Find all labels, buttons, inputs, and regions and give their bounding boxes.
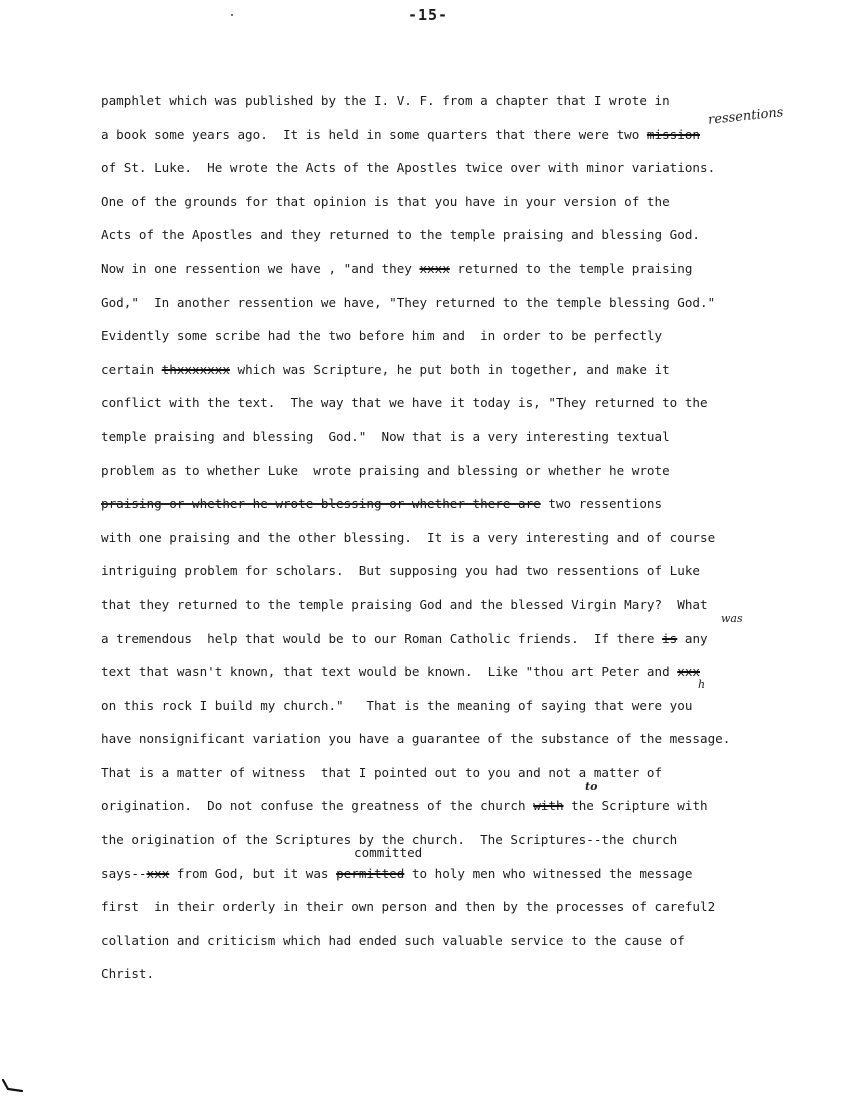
text-line-2: a book some years ago. It is held in some quarters that there were two mission ressentions [101,118,801,152]
text-line-11: temple praising and blessing God." Now that is a very interesting textual [101,428,670,444]
text-line-17: a tremendous help that would be to our Roman Catholic friends. If there is any was [101,622,801,656]
typed-insertion-committed: committed [354,844,423,860]
text-line-9: certain thxxxxxxx which was Scripture, he put both in together, and make it [101,361,670,377]
text-line-8: Evidently some scribe had the two before him and in order to be perfectly [101,328,663,344]
text-line-16: that they returned to the temple praising God and the blessed Virgin Mary? What [101,596,708,612]
body-text [101,84,801,991]
text-line-13: praising or whether he wrote blessing or whether there are two ressentions [101,496,663,512]
page-number: -15- [407,6,449,24]
text-line-22: origination. Do not confuse the greatness of the church with the Scripture with to [101,789,801,823]
text-line-23: the origination of the Scriptures by the church. The Scriptures--the church [101,832,678,848]
text-line-3: of St. Luke. He wrote the Acts of the Apostles twice over with minor variations. [101,160,716,176]
struck-word: mission [646,126,700,142]
text-line-12: problem as to whether Luke wrote praising and blessing or whether he wrote [101,462,670,478]
handwritten-was: was [721,611,743,625]
text-line-21: That is a matter of witness that I pointed out to you and not a matter of [101,764,663,780]
struck-word: thxxxxxxx [161,361,230,377]
text-line-26: collation and criticism which had ended such valuable service to the cause of [101,932,685,948]
struck-word: xxx [146,865,170,881]
text-line-10: conflict with the text. The way that we have it today is, "They returned to the [101,395,708,411]
text-line-19: on this rock I build my church." That is the meaning of saying that were you h [101,689,801,723]
text-line-14: with one praising and the other blessing. It is a very interesting and of course [101,529,716,545]
struck-word: permitted [336,865,405,881]
margin-dot [231,14,233,16]
handwritten-to: to [585,780,598,794]
handwritten-h: h [698,677,706,691]
struck-phrase: praising or whether he wrote blessing or whether there are [101,496,541,512]
corner-scan-mark [2,1078,24,1092]
text-line-15: intriguing problem for scholars. But supposing you had two ressentions of Luke [101,563,700,579]
struck-word: with [533,798,564,814]
text-line-6: Now in one ressention we have , "and they xxxx returned to the temple praising [101,260,693,276]
text-line-5: Acts of the Apostles and they returned to the temple praising and blessing God. [101,227,700,243]
text-line-7: God," In another ressention we have, "They returned to the temple blessing God." [101,294,716,310]
text-line-24: says--xxx from God, but it was permitted to holy men who witnessed the message committed [101,857,801,891]
text-line-25: first in their orderly in their own person and then by the processes of careful2 [101,899,716,915]
struck-word: is [662,630,678,646]
text-line-20: have nonsignificant variation you have a guarantee of the substance of the message. [101,731,731,747]
text-line-18: text that wasn't known, that text would be known. Like "thou art Peter and xxx [101,664,700,680]
struck-word: xxxx [419,260,450,276]
text-line-27: Christ. [101,966,155,982]
handwritten-ressentions: ressentions [707,104,785,128]
struck-word: xxx [677,664,700,680]
text-line-1: pamphlet which was published by the I. V. F. from a chapter that I wrote in [101,93,670,108]
text-line-4: One of the grounds for that opinion is that you have in your version of the [101,193,670,209]
